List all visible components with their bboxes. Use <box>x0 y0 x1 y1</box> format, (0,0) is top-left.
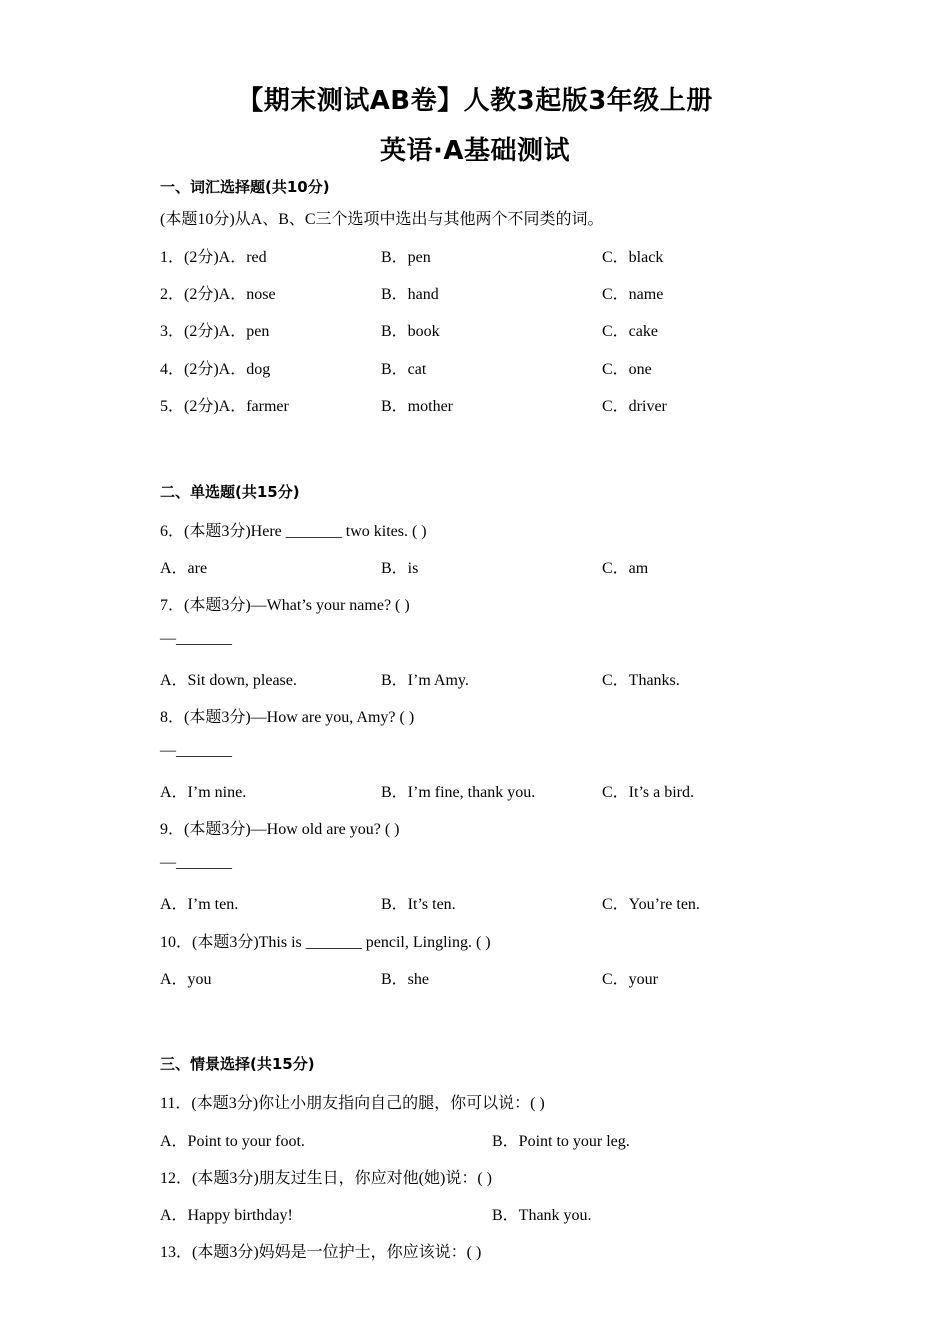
question-8-option-a: A．I’m nine. <box>160 784 247 801</box>
question-3-option-b: B．book <box>381 323 440 340</box>
question-7-option-a: A．Sit down, please. <box>160 672 297 689</box>
question-5-option-c: C．driver <box>602 398 667 415</box>
question-9-option-a: A．I’m ten. <box>160 896 239 913</box>
question-11-option-b: B．Point to your leg. <box>492 1133 630 1150</box>
question-10-option-a: A．you <box>160 971 212 988</box>
question-2-option-c: C．name <box>602 286 664 303</box>
question-8-option-c: C．It’s a bird. <box>602 784 694 801</box>
question-6-option-a: A．are <box>160 560 208 577</box>
question-12: 12．(本题3分)朋友过生日，你应对他(她)说：( ) <box>160 1170 492 1187</box>
question-10-option-c: C．your <box>602 971 659 988</box>
question-2-option-b: B．hand <box>381 286 439 303</box>
question-1-option-b: B．pen <box>381 249 431 266</box>
question-8-option-b: B．I’m fine, thank you. <box>381 784 536 801</box>
question-12-option-b: B．Thank you. <box>492 1207 592 1224</box>
question-8: 8．(本题3分)—How are you, Amy? ( ) <box>160 709 415 726</box>
question-9-option-c: C．You’re ten. <box>602 896 700 913</box>
section-1-heading: 一、词汇选择题(共10分) <box>160 178 330 196</box>
question-10-option-b: B．she <box>381 971 430 988</box>
question-11: 11．(本题3分)你让小朋友指向自己的腿，你可以说：( ) <box>160 1095 545 1112</box>
question-7-option-b: B．I’m Amy. <box>381 672 469 689</box>
question-6-option-c: C．am <box>602 560 649 577</box>
question-1: 1．(2分)A．red <box>160 249 267 266</box>
question-4-option-c: C．one <box>602 361 652 378</box>
title-line-2: 英语·A基础测试 <box>380 136 570 166</box>
question-5-option-b: B．mother <box>381 398 453 415</box>
section-3-heading: 三、情景选择(共15分) <box>160 1055 315 1073</box>
question-8-answer-blank: —_______ <box>160 742 232 759</box>
question-3: 3．(2分)A．pen <box>160 323 270 340</box>
question-7-answer-blank: —_______ <box>160 630 232 647</box>
question-9-answer-blank: —_______ <box>160 854 232 871</box>
question-9: 9．(本题3分)—How old are you? ( ) <box>160 821 400 838</box>
question-5: 5．(2分)A．farmer <box>160 398 289 415</box>
question-6-option-b: B．is <box>381 560 419 577</box>
question-3-option-c: C．cake <box>602 323 658 340</box>
question-12-option-a: A．Happy birthday! <box>160 1207 293 1224</box>
question-2: 2．(2分)A．nose <box>160 286 276 303</box>
section-1-instruction: (本题10分)从A、B、C三个选项中选出与其他两个不同类的词。 <box>160 211 604 228</box>
question-7: 7．(本题3分)—What’s your name? ( ) <box>160 597 410 614</box>
question-7-option-c: C．Thanks. <box>602 672 680 689</box>
question-10: 10．(本题3分)This is _______ pencil, Lingling. ( ) <box>160 934 491 951</box>
question-1-option-c: C．black <box>602 249 664 266</box>
question-9-option-b: B．It’s ten. <box>381 896 456 913</box>
question-4-option-b: B．cat <box>381 361 427 378</box>
section-2-heading: 二、单选题(共15分) <box>160 483 300 501</box>
question-13: 13．(本题3分)妈妈是一位护士，你应该说：( ) <box>160 1244 482 1261</box>
question-11-option-a: A．Point to your foot. <box>160 1133 305 1150</box>
question-6: 6．(本题3分)Here _______ two kites. ( ) <box>160 523 427 540</box>
question-4: 4．(2分)A．dog <box>160 361 271 378</box>
title-line-1: 【期末测试AB卷】人教3起版3年级上册 <box>237 86 713 116</box>
